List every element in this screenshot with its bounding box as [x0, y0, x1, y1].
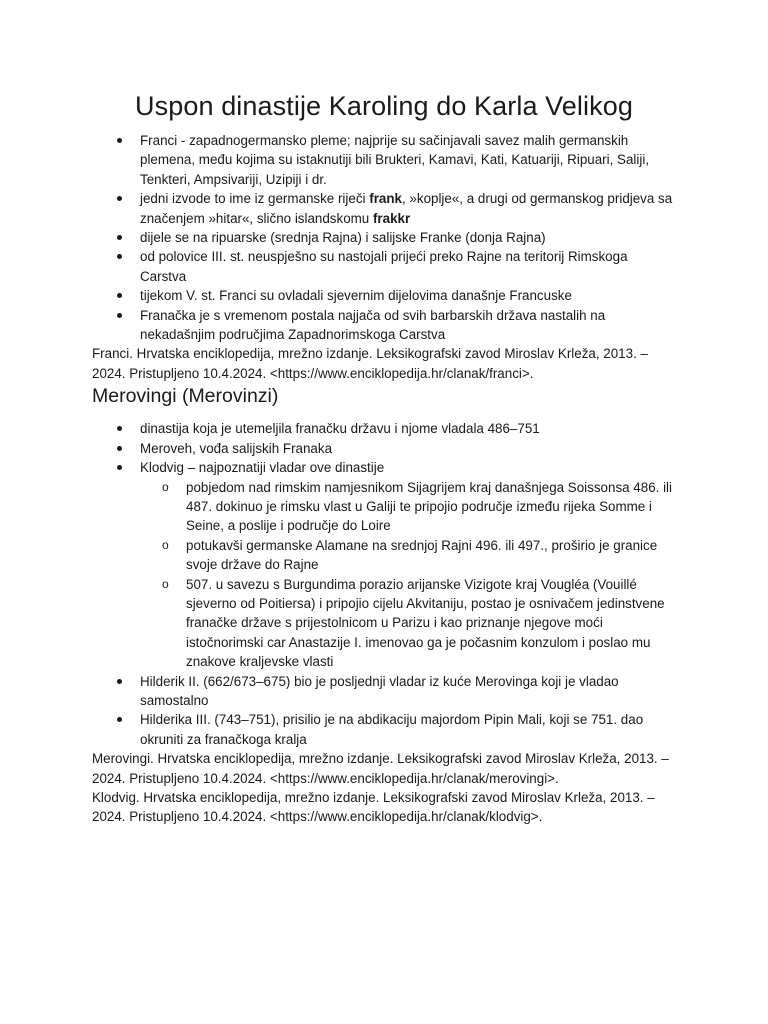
text-run: , »koplje«, a drugi od germanskog pridjeva sa značenjem »hitar«, slično islandskomu	[140, 191, 673, 226]
list-item: Franačka je s vremenom postala najjača od svih barbarskih država nastalih na nekadašnjim područjima Zapadnorimskoga Carstva	[92, 306, 676, 345]
list-item: tijekom V. st. Franci su ovladali sjevernim dijelovima današnje Francuske	[92, 286, 676, 305]
page-title: Uspon dinastije Karoling do Karla Velikog	[135, 91, 633, 121]
list-item: dinastija koja je utemeljila franačku državu i njome vladala 486–751	[92, 419, 676, 438]
sublist-item: o pobjedom nad rimskim namjesnikom Sijagrijem kraj današnjega Soissonsa 486. ili 487. dokinuo je rimsku vlast u Galiji te pripojio područje između rijeka Somme i Seine, a poslije i područje do Loire	[140, 478, 676, 536]
text-run: jedni izvode to ime iz germanske riječi	[140, 191, 370, 207]
sublist-item: o 507. u savezu s Burgundima porazio arijanske Vizigote kraj Vougléa (Vouillé sjeverno od Poitiersa) i pripojio cijelu Akvitaniju, postao je osnivačem jedinstvene franačke države s prijestolnicom u Parizu i kao priznanje njegove moći istočnorimski car Anastazije I. imenovao ga je počasnim konzulom i poslao mu znakove kraljevske vlasti	[140, 575, 676, 672]
bold-term-frank: frank	[369, 191, 402, 207]
list-item: Hilderik II. (662/673–675) bio je posljednji vladar iz kuće Merovinga koji je vladao samostalno	[92, 672, 676, 711]
list-item-text: Klodvig – najpoznatiji vladar ove dinastije	[140, 460, 385, 476]
list-item: Meroveh, vođa salijskih Franaka	[92, 439, 676, 458]
list-item: od polovice III. st. neuspješno su nastojali prijeći preko Rajne na teritorij Rimskoga Carstva	[92, 247, 676, 286]
merovingi-heading: Merovingi (Merovinzi)	[92, 385, 279, 408]
merovingi-reference: Merovingi. Hrvatska enciklopedija, mrežno izdanje. Leksikografski zavod Miroslav Krleža, 2013. – 2024. Pristupljeno 10.4.2024. <https://www.enciklopedija.hr/clanak/merovingi>.	[92, 751, 669, 786]
list-item: Hilderika III. (743–751), prisilio je na abdikaciju majordom Pipin Mali, koji se 751. dao okruniti za franačkoga kralja	[92, 710, 676, 749]
franci-list	[92, 131, 676, 344]
list-item	[92, 458, 676, 671]
merovingi-list	[92, 419, 676, 749]
franci-reference: Franci. Hrvatska enciklopedija, mrežno izdanje. Leksikografski zavod Miroslav Krleža, 2013. – 2024. Pristupljeno 10.4.2024. <https://www.enciklopedija.hr/clanak/franci>.	[92, 346, 648, 381]
klodvig-sublist	[140, 478, 676, 672]
list-item: dijele se na ripuarske (srednja Rajna) i salijske Franke (donja Rajna)	[92, 228, 676, 247]
list-item: Franci - zapadnogermansko pleme; najprije su sačinjavali savez malih germanskih plemena, među kojima su istaknutiji bili Brukteri, Kamavi, Kati, Katuariji, Ripuari, Saliji, Tenkteri, Ampsivariji, Uzipiji i dr.	[92, 131, 676, 189]
bold-term-frakkr: frakkr	[372, 210, 411, 226]
sublist-item: o potukavši germanske Alamane na srednjoj Rajni 496. ili 497., proširio je granice svoje države do Rajne	[140, 536, 676, 575]
list-item	[92, 189, 676, 228]
klodvig-reference: Klodvig. Hrvatska enciklopedija, mrežno izdanje. Leksikografski zavod Miroslav Krleža, 2013. – 2024. Pristupljeno 10.4.2024. <https://www.enciklopedija.hr/clanak/klodvig>.	[92, 790, 655, 825]
